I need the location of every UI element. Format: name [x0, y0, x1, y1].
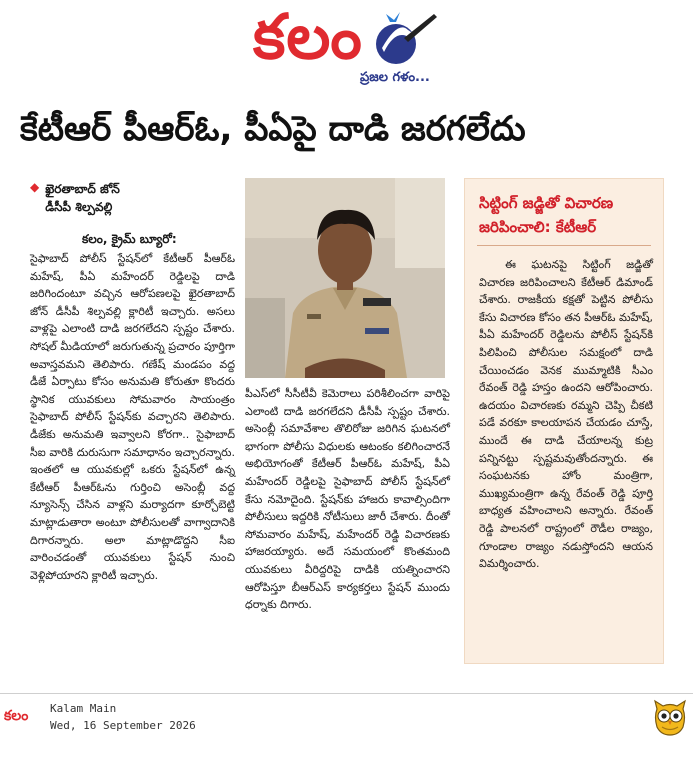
headline: కేటీఆర్ పీఆర్ఓ, పీఏపై దాడి జరగలేదు [20, 109, 526, 149]
sidebar-body-text: ఈ ఘటనపై సిట్టింగ్ జడ్జితో విచారణ జరిపించాలని కేటీఆర్ డిమాండ్ చేశారు. రాజకీయ కక్షతో పెట్టిన పోలీసు కేసు విచారణ కోసం తన పీఆర్ఓ మహేష్, పీఏ మహేందర్ రెడ్డిలను పోలీస్ స్టేషన్‌కి పిలిపించి పోలీసుల సమక్షంలో దాడి చేయించడం వెనక ముమ్మాటికి సీఎం రేవంత్ రెడ్డి హస్తం ఉందని ఆరోపించారు. ఉదయం విచారణకు రమ్మని చెప్పి చీకటి పడే వరకూ కాలయాపన చేయడం చూస్తే, ముందే ఈ దాడి చేయాలన్న కుట్ర పన్నినట్టు స్పష్టమవుతోందన్నారు. ఈ సంఘటనకు హోం మంత్రిగా, ముఖ్యమంత్రిగా ఉన్న రేవంత్ రెడ్డి పూర్తి బాధ్యత వహించాలని అన్నారు. రేవంత్ రెడ్డి పాలనలో రాష్ట్రంలో రౌడీల రాజ్యం, గూండాల రాజ్యం నడుస్తోందని ఆయన విమర్శించారు. [479, 258, 653, 571]
article-body-2: పీఎస్‌లో సీసీటీవీ కెమెరాలు పరిశీలించగా వారిపై ఎలాంటి దాడి జరగలేదని డీసీపీ స్పష్టం చేశారు. అసెంబ్లీ సమావేశాల తొలిరోజు జరిగిన ఘటనలో భాగంగా పోలీసు విధులకు ఆటంకం కలిగించారనే అభియోగంతో కేటీఆర్ పీఆర్ఓ మహేష్, పీఏ మహేందర్ రెడ్డిలపై సైఫాబాద్ పోలీస్ స్టేషన్‌లో కేసు నమోదైంది. స్టేషన్‌కు హాజరు కావాల్సిందిగా పోలీసులు ఇద్దరికి నోటీసులు జారీ చేశారు. దీంతో సోమవారం మహేష్, మహేందర్ రెడ్డి విచారణకు హాజరయ్యారు. అదే సమయంలో కొంతమంది యువకులు వీరిద్దరిపై దాడికి యత్నించారని ఆరోపిస్తూ బీఆర్ఎస్ కార్యకర్తలు స్టేషన్ ముందు ధర్నాకు దిగారు. [245, 387, 450, 612]
byline-line-2: డీసీపీ శిల్పవల్లి [45, 200, 113, 214]
article-column-2 [245, 385, 450, 614]
footer-info [50, 700, 196, 734]
byline-line-1: ఖైరతాబాద్ జోన్ [45, 182, 120, 196]
sidebar-box [464, 178, 664, 664]
article-column-1 [30, 180, 235, 584]
dateline: కలం, క్రైమ్ బ్యూరో: [82, 232, 177, 246]
footer-logo: కలం [4, 708, 29, 724]
footer-divider [0, 693, 693, 694]
article-body-1: సైఫాబాద్ పోలీస్ స్టేషన్‌లో కేటీఆర్ పీఆర్ఓ మహేష్, పీఏ మహేందర్ రెడ్డిలపై దాడి జరిగిందంటూ వచ్చిన ఆరోపణలపై ఖైరతాబాద్ జోన్ డీసీపీ శిల్పవల్లి క్లారిటీ ఇచ్చారు. అసలు వాళ్లపై ఎలాంటి దాడి జరగలేదని స్పష్టం చేశారు. సోషల్ మీడియాలో జరుగుతున్న ప్రచారం పూర్తిగా అవాస్తవమని తెలిపారు. గణేష్ మండపం వద్ద డీజే ఏర్పాటు కోసం అనుమతి కోరుతూ కొందరు స్థానిక యువకులు సోమవారం సాయంత్రం సైఫాబాద్ పోలీస్ స్టేషన్‌కు వచ్చారని తెలిపారు. డీజేకు అనుమతి ఇవ్వాలని కోరగా.. సైఫాబాద్ సీఐ వారికి దురుసుగా సమాధానం ఇచ్చారన్నారు. ఇంతలో ఆ యువకుల్లో ఒకరు స్టేషన్‌లో ఉన్న కేటీఆర్ పీఆర్ఓను గుర్తించి అసెంబ్లీ వద్ద న్యూసెన్స్ చేసిన వాళ్లని మర్యాదగా కూర్చోబెట్టి మాట్లాడుతారా అంటూ పోలీసులతో వాగ్వాదానికి దిగారన్నారు. అలా మాట్లాడొద్దని సీఐ వారించడంతో యువకులు స్టేషన్ నుంచి వెళ్లిపోయారని క్లారిటీ ఇచ్చారు. [30, 252, 235, 582]
sidebar-body [465, 246, 663, 573]
sidebar-title: సిట్టింగ్ జడ్జితో విచారణ జరిపించాలి: కేటీఆర్ [479, 194, 614, 236]
newspaper-logo: కలం [253, 0, 363, 73]
publication-date: Wed, 16 September 2026 [50, 719, 196, 732]
pen-bird-emblem-icon [370, 8, 440, 70]
bullet-icon: ◆ [30, 180, 40, 194]
masthead [0, 0, 693, 100]
officer-portrait-image [245, 178, 445, 378]
dcp-photo [245, 178, 445, 378]
byline [30, 180, 235, 216]
owl-icon[interactable] [653, 699, 687, 737]
tagline: ప్రజల గళం... [360, 70, 430, 85]
publication-name: Kalam Main [50, 702, 117, 715]
